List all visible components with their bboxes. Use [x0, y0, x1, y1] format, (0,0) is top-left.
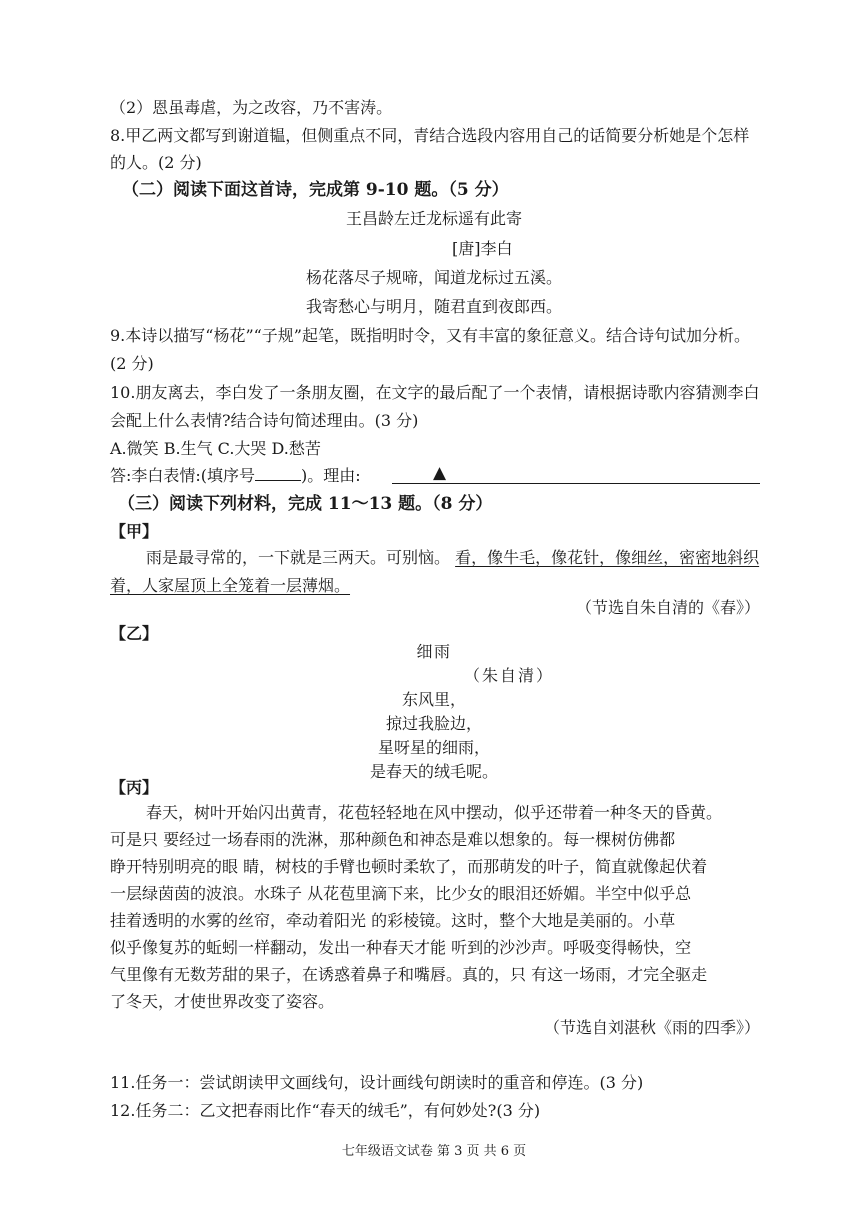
- yi-poem-line-4: 是春天的绒毛呢。: [369, 762, 498, 781]
- passage-bing-line-2: 可是只 要经过一场春雨的洗淋，那种颜色和神态是难以想象的。每一棵树仿佛都: [110, 830, 676, 849]
- question-10-line-1: 10.朋友离去，李白发了一条朋友圈，在文字的最后配了一个表情，请根据诗歌内容猜测李白: [110, 383, 760, 402]
- page-footer: 七年级语文试卷 第 3 页 共 6 页: [341, 1144, 527, 1159]
- answer-triangle-mark: ▲: [433, 463, 447, 483]
- question-8-line-2: 的人。(2 分): [110, 153, 202, 172]
- label-jia: 【甲】: [110, 522, 159, 541]
- passage-jia-underlined-2: 着，人家屋顶上全笼着一层薄烟。: [110, 576, 351, 595]
- answer-prefix: 答:李白表情:(填序号: [110, 466, 256, 485]
- passage-bing-line-8: 了冬天，才使世界改变了姿容。: [110, 992, 335, 1011]
- question-12: 12.任务二：乙文把春雨比作“春天的绒毛”，有何妙处?(3 分): [110, 1101, 541, 1120]
- passage-bing-line-6: 似乎像复苏的蚯蚓一样翻动，发出一种春天才能 听到的沙沙声。呼吸变得畅快，空: [110, 938, 692, 957]
- yi-poem-line-1: 东风里，: [401, 690, 466, 709]
- answer-line: [110, 464, 361, 488]
- answer-suffix: )。理由:: [301, 466, 361, 485]
- section-3-heading: （三）阅读下列材料，完成 11～13 题。（8 分）: [118, 494, 493, 514]
- answer-reason-line[interactable]: [392, 483, 760, 484]
- poem-line-1: 杨花落尽子规啼，闻道龙标过五溪。: [305, 268, 562, 287]
- yi-poem-title: 细雨: [416, 642, 452, 661]
- yi-poem-author: （朱自清）: [464, 666, 555, 685]
- poem-author: [唐]李白: [452, 239, 513, 258]
- passage-bing-line-4: 一层绿茵茵的波浪。水珠子 从花苞里滴下来，比少女的眼泪还娇媚。半空中似乎总: [110, 884, 692, 903]
- passage-bing-line-5: 挂着透明的水雾的丝帘，牵动着阳光 的彩棱镜。这时，整个大地是美丽的。小草: [110, 911, 676, 930]
- section-2-heading: （二）阅读下面这首诗，完成第 9-10 题。（5 分）: [122, 180, 509, 200]
- classical-sentence-2: （2）恩虽毒虐，为之改容，乃不害涛。: [110, 98, 393, 117]
- question-8-line-1: 8.甲乙两文都写到谢道韫，但侧重点不同，青结合选段内容用自己的话简要分析她是个怎样: [110, 126, 750, 145]
- passage-bing-line-3: 睁开特别明亮的眼 睛，树枝的手臂也顿时柔软了，而那萌发的叶子，简直就像起伏着: [110, 857, 708, 876]
- question-9-line-2: (2 分): [110, 354, 154, 373]
- passage-bing-line-7: 气里像有无数芳甜的果子，在诱惑着鼻子和嘴唇。真的，只 有这一场雨，才完全驱走: [110, 965, 708, 984]
- question-10-options: A.微笑 B.生气 C.大哭 D.愁苦: [110, 439, 321, 458]
- label-bing: 【丙】: [110, 778, 159, 797]
- poem-line-2: 我寄愁心与明月，随君直到夜郎西。: [305, 297, 562, 316]
- question-10-line-2: 会配上什么表情?结合诗句简述理由。(3 分): [110, 411, 419, 430]
- question-11: 11.任务一：尝试朗读甲文画线句，设计画线句朗读时的重音和停连。(3 分): [110, 1073, 644, 1092]
- source-bing: （节选自刘湛秋《雨的四季》）: [543, 1018, 760, 1037]
- passage-bing-line-1: 春天，树叶开始闪出黄青，花苞轻轻地在风中摆动，似乎还带着一种冬天的昏黄。: [146, 803, 723, 822]
- passage-jia-plain: 雨是最寻常的，一下就是三两天。可别恼。: [146, 548, 451, 567]
- yi-poem-line-3: 星呀星的细雨，: [377, 738, 490, 757]
- source-jia: （节选自朱自清的《春》）: [575, 598, 760, 617]
- yi-poem-line-2: 掠过我脸边，: [385, 714, 482, 733]
- passage-jia-line-1: [146, 546, 759, 570]
- answer-blank[interactable]: [255, 466, 301, 481]
- question-9-line-1: 9.本诗以描写“杨花”“子规”起笔，既指明时令，又有丰富的象征意义。结合诗句试加分析。: [110, 326, 750, 345]
- label-yi: 【乙】: [110, 624, 159, 643]
- passage-jia-underlined-1: 看，像牛毛，像花针，像细丝，密密地斜织: [455, 548, 760, 567]
- poem-title: 王昌龄左迁龙标遥有此寄: [345, 209, 522, 228]
